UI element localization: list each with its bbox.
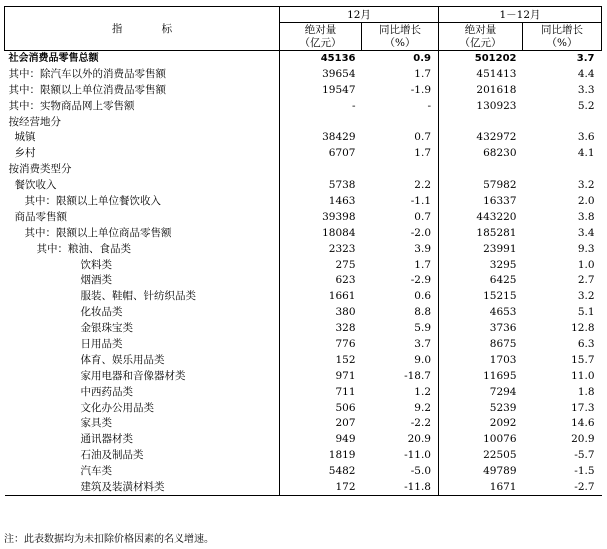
dec-value-cell: 2323 <box>328 242 356 255</box>
ytd-growth-cell: 3.6 <box>577 131 595 144</box>
ytd-growth-cell: 15.7 <box>571 353 595 366</box>
dec-growth-cell: 1.7 <box>362 66 439 82</box>
row-name-cell: 石油及制品类 <box>5 448 280 464</box>
table-row <box>5 178 602 194</box>
ytd-growth-cell: 1.0 <box>577 258 595 271</box>
row-name-cell: 建筑及装潢材料类 <box>5 480 280 496</box>
row-name-cell: 通讯器材类 <box>5 432 280 448</box>
dec-growth-cell: -11.8 <box>362 480 439 496</box>
dec-growth-cell: 20.9 <box>362 432 439 448</box>
row-name-cell: 文化办公用品类 <box>5 400 280 416</box>
dec-growth-cell: -18.7 <box>362 368 439 384</box>
table-row <box>5 257 602 273</box>
year-to-date-group-header: 1－12月 <box>439 7 602 23</box>
row-name-cell: 化妆品类 <box>5 305 280 321</box>
dec-growth-cell: -1.9 <box>362 82 439 98</box>
december-group-header: 12月 <box>280 7 439 23</box>
ytd-value-cell: 16337 <box>483 194 517 207</box>
row-name-cell: 汽车类 <box>5 464 280 480</box>
row-name-cell: 家具类 <box>5 416 280 432</box>
dec-value-cell: 39398 <box>322 210 356 223</box>
table-row <box>5 448 602 464</box>
ytd-growth-cell: 9.3 <box>577 242 595 255</box>
ytd-value-cell: 201618 <box>476 83 517 96</box>
ytd-value-cell: 68230 <box>483 147 517 160</box>
row-name-cell: 烟酒类 <box>5 273 280 289</box>
row-name-cell: 金银珠宝类 <box>5 321 280 337</box>
dec-growth-cell: 9.2 <box>362 400 439 416</box>
table-row <box>5 130 602 146</box>
table-row <box>5 400 602 416</box>
dec-growth-cell: 1.2 <box>362 384 439 400</box>
dec-value-cell: 19547 <box>322 83 356 96</box>
ytd-value-cell: 10076 <box>483 433 517 446</box>
dec-value-cell <box>280 162 362 178</box>
ytd-growth-cell: 3.4 <box>577 226 595 239</box>
table-row <box>5 273 602 289</box>
table-row <box>5 368 602 384</box>
ytd-value-cell: 1671 <box>439 480 523 496</box>
table-row <box>5 241 602 257</box>
ytd-growth-cell: -2.7 <box>523 480 602 496</box>
retail-sales-table-container <box>4 6 601 496</box>
dec-growth-cell: -1.1 <box>362 194 439 210</box>
dec-value-cell: 6707 <box>328 147 356 160</box>
table-row <box>5 114 602 130</box>
row-name-cell: 家用电器和音像器材类 <box>5 368 280 384</box>
ytd-growth-cell: 2.7 <box>577 274 595 287</box>
ytd-value-cell: 49789 <box>483 465 517 478</box>
table-row <box>5 162 602 178</box>
row-name-cell: 饮料类 <box>5 257 280 273</box>
dec-value-cell: 207 <box>335 417 356 430</box>
row-name-cell: 服装、鞋帽、针纺织品类 <box>5 289 280 305</box>
row-name-cell: 按经营地分 <box>5 114 280 130</box>
table-row <box>5 432 602 448</box>
table-row <box>5 384 602 400</box>
table-body <box>5 51 602 496</box>
row-name-cell: 社会消费品零售总额 <box>5 51 280 67</box>
table-row <box>5 225 602 241</box>
ytd-value-cell: 7294 <box>489 385 517 398</box>
ytd-value-cell: 443220 <box>476 210 517 223</box>
dec-growth-cell: 8.8 <box>362 305 439 321</box>
dec-value-cell: 45136 <box>320 53 356 65</box>
dec-absolute-header: 绝对量 （亿元） <box>280 23 362 51</box>
ytd-growth-cell: 17.3 <box>571 401 595 414</box>
dec-value-cell: 5482 <box>328 465 356 478</box>
table-row <box>5 146 602 162</box>
row-name-cell: 其中：限额以上单位餐饮收入 <box>5 194 280 210</box>
ytd-growth-cell: 1.8 <box>577 385 595 398</box>
ytd-growth-cell <box>523 114 602 130</box>
ytd-value-cell: 130923 <box>476 99 517 112</box>
dec-value-cell: 275 <box>335 258 356 271</box>
ytd-growth-cell: -1.5 <box>574 465 595 478</box>
ytd-growth-cell: 14.6 <box>571 417 595 430</box>
dec-value-cell <box>280 114 362 130</box>
dec-growth-cell: 3.7 <box>362 337 439 353</box>
dec-value-cell: 711 <box>335 385 356 398</box>
row-name-cell: 其中：限额以上单位消费品零售额 <box>5 82 280 98</box>
ytd-value-cell <box>439 162 523 178</box>
dec-value-cell: 39654 <box>322 67 356 80</box>
dec-growth-cell: -2.9 <box>362 273 439 289</box>
dec-growth-cell: 1.7 <box>362 146 439 162</box>
ytd-growth-cell: 3.8 <box>577 210 595 223</box>
ytd-growth-cell: 6.3 <box>577 337 595 350</box>
ytd-growth-cell: 3.2 <box>577 179 595 192</box>
table-row <box>5 194 602 210</box>
ytd-value-cell <box>439 114 523 130</box>
ytd-growth-cell: 5.1 <box>577 306 595 319</box>
retail-sales-table <box>4 6 602 496</box>
dec-growth-cell: 1.7 <box>362 257 439 273</box>
ytd-growth-cell: -5.7 <box>574 449 595 462</box>
dec-growth-cell: 2.2 <box>362 178 439 194</box>
ytd-value-cell: 57982 <box>483 179 517 192</box>
ytd-value-cell: 8675 <box>489 337 517 350</box>
row-name-cell: 其中：除汽车以外的消费品零售额 <box>5 66 280 82</box>
dec-value-cell: 172 <box>280 480 362 496</box>
ytd-value-cell: 2092 <box>489 417 517 430</box>
ytd-value-cell: 432972 <box>476 131 517 144</box>
dec-value-cell: 949 <box>335 433 356 446</box>
ytd-growth-cell: 4.1 <box>577 147 595 160</box>
dec-value-cell: 971 <box>335 369 356 382</box>
dec-growth-cell: 3.9 <box>362 241 439 257</box>
dec-value-cell: 1463 <box>328 194 356 207</box>
ytd-absolute-header: 绝对量 （亿元） <box>439 23 523 51</box>
table-row <box>5 289 602 305</box>
table-row <box>5 98 602 114</box>
indicator-header: 指 标 <box>5 7 280 51</box>
ytd-value-cell: 3736 <box>489 322 517 335</box>
table-row <box>5 464 602 480</box>
row-name-cell: 中西药品类 <box>5 384 280 400</box>
dec-value-cell: 380 <box>335 306 356 319</box>
dec-value-cell: 623 <box>335 274 356 287</box>
table-row <box>5 321 602 337</box>
table-row <box>5 337 602 353</box>
table-row <box>5 352 602 368</box>
dec-value-cell: 38429 <box>322 131 356 144</box>
dec-growth-cell: 0.6 <box>362 289 439 305</box>
table-row <box>5 209 602 225</box>
row-name-cell: 城镇 <box>5 130 280 146</box>
dec-value-cell: 506 <box>335 401 356 414</box>
dec-value-cell: 5738 <box>328 179 356 192</box>
table-row <box>5 305 602 321</box>
ytd-growth-cell <box>523 162 602 178</box>
row-name-cell: 餐饮收入 <box>5 178 280 194</box>
dec-value-cell: 328 <box>335 322 356 335</box>
row-name-cell: 商品零售额 <box>5 209 280 225</box>
row-name-cell: 其中：限额以上单位商品零售额 <box>5 225 280 241</box>
dec-value-cell: - <box>351 99 356 112</box>
ytd-value-cell: 15215 <box>483 290 517 303</box>
ytd-growth-cell: 5.2 <box>577 99 595 112</box>
dec-growth-cell: 0.7 <box>362 130 439 146</box>
ytd-value-cell: 4653 <box>489 306 517 319</box>
table-row <box>5 480 602 496</box>
dec-growth-cell: -2.2 <box>362 416 439 432</box>
row-name-cell: 日用品类 <box>5 337 280 353</box>
ytd-value-cell: 11695 <box>483 369 517 382</box>
ytd-value-cell: 6425 <box>489 274 517 287</box>
ytd-value-cell: 3295 <box>489 258 517 271</box>
dec-growth-header: 同比增长 （%） <box>362 23 439 51</box>
table-row <box>5 66 602 82</box>
dec-growth-cell: 9.0 <box>362 352 439 368</box>
table-row <box>5 82 602 98</box>
ytd-growth-cell: 3.2 <box>577 290 595 303</box>
ytd-growth-cell: 12.8 <box>571 322 595 335</box>
row-name-cell: 其中：实物商品网上零售额 <box>5 98 280 114</box>
dec-growth-cell <box>362 114 439 130</box>
ytd-value-cell: 1703 <box>489 353 517 366</box>
ytd-growth-cell: 11.0 <box>571 369 595 382</box>
ytd-value-cell: 22505 <box>483 449 517 462</box>
dec-value-cell: 18084 <box>322 226 356 239</box>
dec-growth-cell <box>362 162 439 178</box>
ytd-value-cell: 501202 <box>474 53 517 65</box>
ytd-growth-cell: 4.4 <box>577 67 595 80</box>
dec-growth-cell: 0.7 <box>362 209 439 225</box>
dec-growth-cell: -5.0 <box>362 464 439 480</box>
table-row <box>5 51 602 67</box>
dec-growth-cell: 5.9 <box>362 321 439 337</box>
ytd-growth-header: 同比增长 （%） <box>523 23 602 51</box>
dec-value-cell: 152 <box>335 353 356 366</box>
dec-growth-cell: -11.0 <box>362 448 439 464</box>
row-name-cell: 按消费类型分 <box>5 162 280 178</box>
ytd-growth-cell: 3.3 <box>577 83 595 96</box>
dec-value-cell: 1661 <box>328 290 356 303</box>
row-name-cell: 体育、娱乐用品类 <box>5 352 280 368</box>
ytd-value-cell: 451413 <box>476 67 517 80</box>
dec-growth-cell: 0.9 <box>362 51 439 67</box>
footnote: 注：此表数据均为未扣除价格因素的名义增速。 <box>4 534 214 545</box>
ytd-value-cell: 23991 <box>483 242 517 255</box>
dec-value-cell: 776 <box>335 337 356 350</box>
row-name-cell: 其中：粮油、食品类 <box>5 241 280 257</box>
ytd-growth-cell: 2.0 <box>577 194 595 207</box>
ytd-growth-cell: 3.7 <box>576 53 595 65</box>
table-row <box>5 416 602 432</box>
dec-growth-cell: - <box>362 98 439 114</box>
ytd-growth-cell: 20.9 <box>571 433 595 446</box>
dec-growth-cell: -2.0 <box>362 225 439 241</box>
ytd-value-cell: 5239 <box>489 401 517 414</box>
dec-value-cell: 1819 <box>328 449 356 462</box>
ytd-value-cell: 185281 <box>476 226 517 239</box>
row-name-cell: 乡村 <box>5 146 280 162</box>
